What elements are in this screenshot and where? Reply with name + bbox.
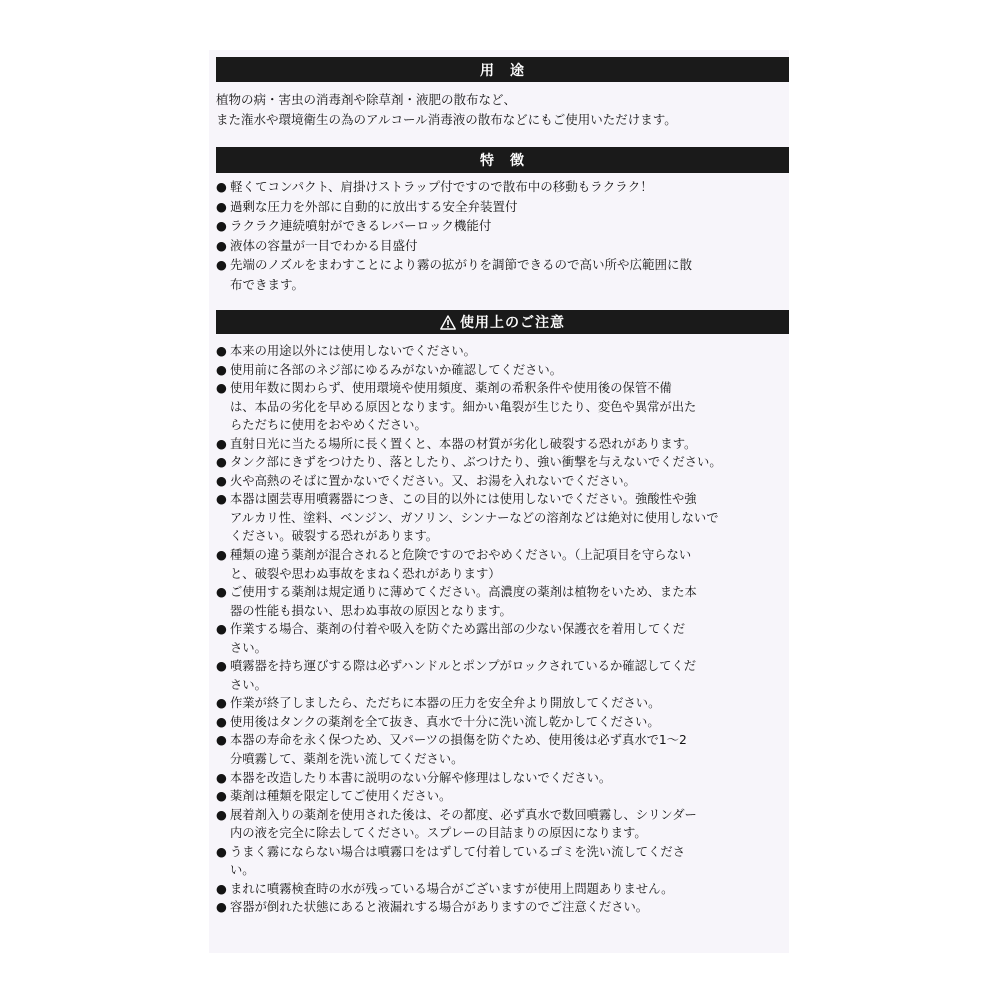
caution-item-text: [230, 713, 784, 732]
instruction-sheet: [209, 50, 789, 953]
feature-item-text: [230, 236, 784, 256]
feature-item-text: [230, 177, 784, 197]
caution-header: [216, 310, 789, 334]
caution-list: [216, 342, 784, 917]
usage-header: [216, 57, 789, 82]
text-line: 器の性能も損ない、思わぬ事故の原因となります。: [230, 603, 512, 618]
text-line: らただちに使用をおやめください。: [230, 418, 427, 433]
caution-item: [216, 843, 784, 880]
caution-item: [216, 769, 784, 788]
caution-item: [216, 379, 784, 435]
caution-item-text: [230, 806, 784, 843]
usage-line: また潅水や環境衛生の為のアルコール消毒液の散布などにもご使用いただけます。: [216, 111, 677, 127]
bullet-dot: ●: [216, 806, 227, 822]
caution-item: [216, 713, 784, 732]
text-line: ご使用する薬剤は規定通りに薄めてください。高濃度の薬剤は植物をいため、また本: [230, 585, 697, 600]
features-list: [216, 177, 784, 294]
text-line: 種類の違う薬剤が混合されると危険ですのでおやめください。（上記項目を守らない: [230, 548, 692, 563]
features-header: [216, 147, 789, 173]
warning-triangle-icon: [440, 315, 456, 330]
caution-item-text: [230, 787, 784, 806]
text-line: さい。: [230, 640, 267, 655]
bullet-dot: ●: [216, 584, 227, 600]
text-line: さい。: [230, 677, 267, 692]
text-line: 火や高熱のそばに置かないでください。又、お湯を入れないでください。: [230, 473, 636, 488]
text-line: ください。破裂する恐れがあります。: [230, 529, 439, 544]
usage-text: [216, 90, 784, 129]
text-line: 内の液を完全に除去してください。スプレーの目詰まりの原因になります。: [230, 826, 647, 841]
bullet-dot: ●: [216, 257, 227, 272]
caution-item-text: [230, 361, 784, 380]
text-line: 直射日光に当たる場所に長く置くと、本器の材質が劣化し破裂する恐れがあります。: [230, 436, 697, 451]
caution-item: [216, 657, 784, 694]
text-line: 液体の容量が一目でわかる目盛付: [230, 237, 418, 253]
caution-item: [216, 435, 784, 454]
caution-item-text: [230, 657, 784, 694]
caution-item: [216, 806, 784, 843]
text-line: 使用後はタンクの薬剤を全て抜き、真水で十分に洗い流し乾かしてください。: [230, 714, 660, 729]
bullet-dot: ●: [216, 899, 227, 915]
text-line: 使用年数に関わらず、使用環境や使用頻度、薬剤の希釈条件や使用後の保管不備: [230, 381, 672, 396]
caution-item-text: [230, 898, 784, 917]
text-line: 本来の用途以外には使用しないでください。: [230, 344, 476, 358]
caution-item-text: [230, 490, 784, 546]
caution-item-text: [230, 880, 784, 899]
bullet-dot: ●: [216, 880, 227, 896]
usage-line: 植物の病・害虫の消毒剤や除草剤・液肥の散布など、: [216, 92, 517, 107]
bullet-dot: ●: [216, 732, 227, 748]
feature-item-text: [230, 216, 784, 236]
text-line: い。: [230, 863, 255, 878]
text-line: 分噴霧して、薬剤を洗い流してください。: [230, 752, 464, 767]
caution-item: [216, 898, 784, 917]
text-line: 展着剤入りの薬剤を使用された後は、その都度、必ず真水で数回噴霧し、シリンダー: [230, 807, 697, 822]
bullet-dot: ●: [216, 621, 227, 637]
text-line: 噴霧器を持ち運びする際は必ずハンドルとポンプがロックされているか確認してくだ: [230, 659, 697, 674]
text-line: 作業する場合、薬剤の付着や吸入を防ぐため露出部の少ない保護衣を着用してくだ: [230, 622, 685, 637]
bullet-dot: ●: [216, 713, 227, 729]
caution-item: [216, 453, 784, 472]
caution-item: [216, 342, 784, 361]
text-line: まれに噴霧検査時の水が残っている場合がございますが使用上問題ありません。: [230, 881, 674, 896]
bullet-dot: ●: [216, 547, 227, 563]
feature-item-text: [230, 197, 784, 217]
text-line: タンク部にきずをつけたり、落としたり、ぶつけたり、強い衝撃を与えないでください。: [230, 455, 722, 470]
bullet-dot: ●: [216, 695, 227, 711]
caution-item: [216, 787, 784, 806]
caution-item-text: [230, 731, 784, 768]
feature-item: [216, 216, 784, 236]
text-line: 容器が倒れた状態にあると液漏れする場合がありますのでご注意ください。: [230, 900, 649, 915]
feature-item: [216, 177, 784, 197]
text-line: アルカリ性、塗料、ベンジン、ガソリン、シンナーなどの溶剤などは絶対に使用しないで: [230, 510, 719, 525]
caution-item-text: [230, 379, 784, 435]
caution-item-text: [230, 620, 784, 657]
bullet-dot: ●: [216, 218, 227, 233]
bullet-dot: ●: [216, 380, 227, 396]
feature-item: [216, 255, 784, 294]
bullet-dot: ●: [216, 491, 227, 507]
text-line: 布できます。: [230, 276, 305, 292]
bullet-dot: ●: [216, 658, 227, 674]
caution-item-text: [230, 472, 784, 491]
text-line: は、本品の劣化を早める原因となります。細かい亀裂が生じたり、変色や異常が出た: [230, 399, 697, 414]
caution-item: [216, 583, 784, 620]
text-line: 使用前に各部のネジ部にゆるみがないか確認してください。: [230, 362, 563, 377]
caution-item: [216, 472, 784, 491]
features-title: 特 徴: [480, 153, 525, 169]
caution-title: 使用上のご注意: [460, 315, 565, 331]
text-line: 本器の寿命を永く保つため、又パーツの損傷を防ぐため、使用後は必ず真水で1～2: [230, 733, 687, 748]
bullet-dot: ●: [216, 179, 227, 194]
caution-item-text: [230, 342, 784, 361]
text-line: うまく霧にならない場合は噴霧口をはずして付着しているゴミを洗い流してくださ: [230, 844, 685, 859]
caution-item-text: [230, 694, 784, 713]
caution-item-text: [230, 843, 784, 880]
text-line: 作業が終了しましたら、ただちに本器の圧力を安全弁より開放してください。: [230, 696, 661, 711]
bullet-dot: ●: [216, 198, 227, 214]
bullet-dot: ●: [216, 788, 227, 804]
caution-item-text: [230, 583, 784, 620]
text-line: 軽くてコンパクト、肩掛けストラップ付ですので散布中の移動もラクラク！: [230, 179, 653, 194]
caution-item-text: [230, 546, 784, 583]
bullet-dot: ●: [216, 454, 227, 470]
caution-item: [216, 490, 784, 546]
bullet-dot: ●: [216, 435, 227, 451]
text-line: 過剰な圧力を外部に自動的に放出する安全弁装置付: [230, 198, 518, 214]
usage-title: 用 途: [480, 62, 525, 79]
text-line: 本器を改造したり本書に説明のない分解や修理はしないでください。: [230, 770, 612, 785]
caution-item: [216, 361, 784, 380]
caution-item-text: [230, 435, 784, 454]
feature-item-text: [230, 255, 784, 294]
bullet-dot: ●: [216, 237, 227, 253]
caution-item-text: [230, 453, 784, 472]
bullet-dot: ●: [216, 472, 227, 488]
bullet-dot: ●: [216, 361, 227, 377]
caution-item-text: [230, 769, 784, 788]
bullet-dot: ●: [216, 343, 227, 358]
text-line: 薬剤は種類を限定してご使用ください。: [230, 789, 452, 804]
bullet-dot: ●: [216, 843, 227, 859]
text-line: 本器は園芸専用噴霧器につき、この目的以外には使用しないでください。強酸性や強: [230, 492, 697, 507]
text-line: ラクラク連続噴射ができるレバーロック機能付: [230, 218, 492, 233]
caution-item: [216, 546, 784, 583]
feature-item: [216, 197, 784, 217]
caution-item: [216, 731, 784, 768]
caution-item: [216, 880, 784, 899]
text-line: と、破裂や思わぬ事故をまねく恐れがあります）: [230, 566, 501, 581]
feature-item: [216, 236, 784, 256]
bullet-dot: ●: [216, 769, 227, 785]
text-line: 先端のノズルをまわすことにより霧の拡がりを調節できるので高い所や広範囲に散: [230, 257, 693, 272]
caution-item: [216, 620, 784, 657]
caution-item: [216, 694, 784, 713]
